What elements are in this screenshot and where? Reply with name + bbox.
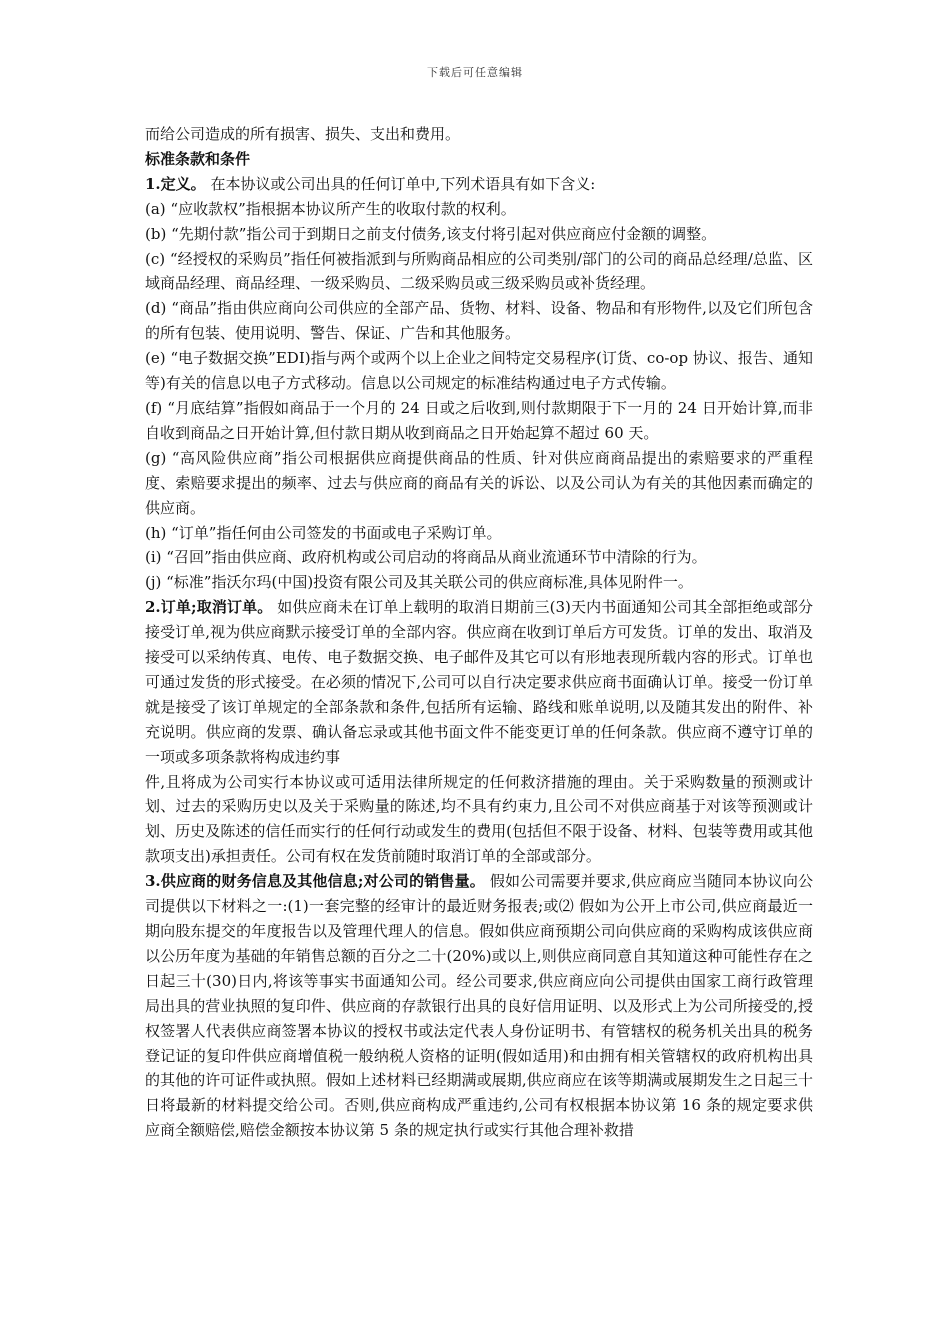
definition-a: (a) “应收款权”指根据本协议所产生的收取付款的权利。 [145, 199, 516, 218]
section-2-heading: 2.订单;取消订单。 [145, 598, 273, 617]
section-1-text: 在本协议或公司出具的任何订单中,下列术语具有如下含义: [205, 174, 596, 193]
section-3-paragraph [145, 869, 813, 1143]
page-header: 下载后可任意编辑 [427, 66, 523, 79]
section-2-continuation: 件,且将成为公司实行本协议或可适用法律所规定的任何救济措施的理由。关于采购数量的预测或计划、过去的采购历史以及关于采购量的陈述,均不具有约束力,且公司不对供应商基于对该等预测或计划、历史及陈述的信任而实行的任何行动或发生的费用(包括但不限于设备、材料、包装等费用或其他款项支出)承担责任。公司有权在发货前随时取消订单的全部或部分。 [145, 772, 813, 866]
definition-g: (g) “高风险供应商”指公司根据供应商提供商品的性质、针对供应商商品提出的索赔要求的严重程度、索赔要求提出的频率、过去与供应商的商品有关的诉讼、以及公司认为有关的其他因素而确定的供应商。 [145, 448, 813, 517]
definition-c: (c) “经授权的采购员”指任何被指派到与所购商品相应的公司类别/部门的公司的商品总经理/总监、区域商品经理、商品经理、一级采购员、二级采购员或三级采购员或补货经理。 [145, 249, 813, 293]
section-1-paragraph [145, 172, 813, 197]
intro-paragraph: 而给公司造成的所有损害、损失、支出和费用。 [145, 125, 461, 143]
definition-b: (b) “先期付款”指公司于到期日之前支付债务,该支付将引起对供应商应付金额的调整。 [145, 224, 717, 243]
definition-j: (j) “标准”指沃尔玛(中国)投资有限公司及其关联公司的供应商标准,具体见附件一。 [145, 573, 693, 592]
definition-h: (h) “订单”指任何由公司签发的书面或电子采购订单。 [145, 523, 502, 542]
definition-f: (f) “月底结算”指假如商品于一个月的 24 日或之后收到,则付款期限于下一月的 24 日开始计算,而非自收到商品之日开始计算,但付款日期从收到商品之日开始起算不超过 60 天。 [145, 398, 813, 442]
section-2-paragraph [145, 595, 813, 769]
section-3-heading: 3.供应商的财务信息及其他信息;对公司的销售量。 [145, 872, 485, 891]
definition-d: (d) “商品”指由供应商向公司供应的全部产品、货物、材料、设备、物品和有形物件,以及它们所包含的所有包装、使用说明、警告、保证、广告和其他服务。 [145, 299, 813, 343]
section-3-text: 假如公司需要并要求,供应商应当随同本协议向公司提供以下材料之一:(1)一套完整的经审计的最近财务报表;或⑵ 假如为公开上市公司,供应商最近一期向股东提交的年度报告以及管理代理人的信息。假如供应商预期公司向供应商的采购构成该供应商以公历年度为基础的年销售总额的百分之二十(20%)或以上,则供应商同意自其知道这种可能性存在之日起三十(30)日内,将该等事实书面通知公司。经公司要求,供应商应向公司提供由国家工商行政管理局出具的营业执照的复印件、供应商的存款银行出具的良好信用证明、以及形式上为公司所接受的,授权签署人代表供应商签署本协议的授权书或法定代表人身份证明书、有管辖权的税务机关出具的税务登记证的复印件供应商增值税一般纳税人资格的证明(假如适用)和由拥有相关管辖权的政府机构出具的其他的许可证件或执照。假如上述材料已经期满或展期,供应商应在该等期满或展期发生之日起三十日将最新的材料提交给公司。否则,供应商构成严重违约,公司有权根据本协议第 16 条的规定要求供应商全额赔偿,赔偿金额按本协议第 5 条的规定执行或实行其他合理补救措 [145, 872, 813, 1140]
section-2-text: 如供应商未在订单上载明的取消日期前三(3)天内书面通知公司其全部拒绝或部分接受订单,视为供应商默示接受订单的全部内容。供应商在收到订单后方可发货。订单的发出、取消及接受可以采纳传真、电传、电子数据交换、电子邮件及其它可以有形地表现所载内容的形式。订单也可通过发货的形式接受。在必须的情况下,公司可以自行决定要求供应商书面确认订单。接受一份订单就是接受了该订单规定的全部条款和条件,包括所有运输、路线和账单说明,以及随其发出的附件、补充说明。供应商的发票、确认备忘录或其他书面文件不能变更订单的任何条款。供应商不遵守订单的一项或多项条款将构成违约事 [145, 598, 813, 766]
definition-e: (e) “电子数据交换”EDI)指与两个或两个以上企业之间特定交易程序(订货、co-op 协议、报告、通知等)有关的信息以电子方式移动。信息以公司规定的标准结构通过电子方式传输。 [145, 349, 813, 393]
document-body [145, 122, 813, 1143]
section-1-heading: 1.定义。 [145, 174, 206, 193]
section-title: 标准条款和条件 [145, 149, 251, 168]
definition-i: (i) “召回”指由供应商、政府机构或公司启动的将商品从商业流通环节中清除的行为。 [145, 548, 707, 567]
